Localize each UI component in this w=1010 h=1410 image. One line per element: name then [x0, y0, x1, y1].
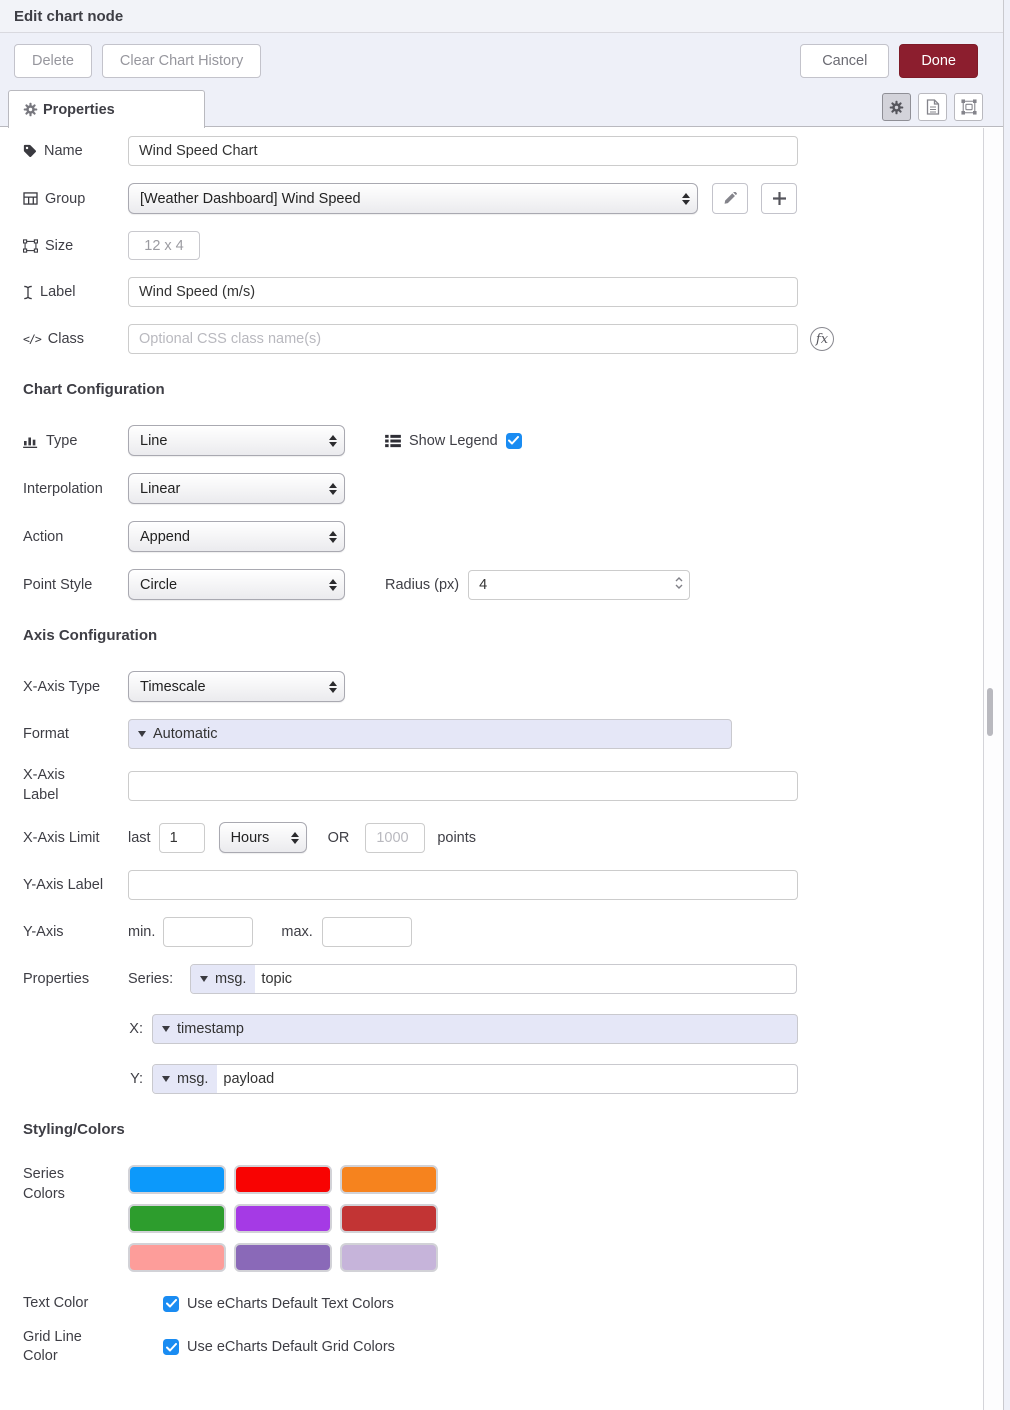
show-legend-label: Show Legend — [409, 432, 498, 449]
name-row — [23, 136, 983, 166]
clear-chart-history-button[interactable]: Clear Chart History — [102, 44, 261, 78]
x-axis-label-label: X-Axis Label — [23, 767, 65, 803]
point-style-label: Point Style — [23, 576, 93, 593]
points-label: points — [437, 829, 477, 846]
series-label: Series: — [128, 971, 174, 988]
interpolation-label: Interpolation — [23, 480, 103, 497]
series-colors-row — [23, 1165, 983, 1272]
x-axis-limit-label: X-Axis Limit — [23, 829, 100, 846]
x-axis-type-select[interactable] — [128, 671, 345, 702]
y-property-label: Y: — [130, 1071, 143, 1088]
dialog-title: Edit chart node — [14, 7, 124, 25]
chevron-down-icon — [162, 1076, 170, 1082]
properties-label: Properties — [23, 971, 90, 988]
text-color-row — [23, 1294, 983, 1314]
format-typedinput[interactable] — [128, 719, 732, 749]
action-label: Action — [23, 528, 64, 545]
last-label: last — [128, 829, 151, 846]
gear-icon — [23, 102, 38, 117]
y-min-input[interactable] — [163, 917, 253, 947]
fx-icon: fx — [810, 327, 834, 351]
type-label: Type — [46, 432, 78, 449]
size-label: Size — [45, 237, 74, 254]
tab-bar — [0, 88, 1010, 127]
select-arrows-icon — [329, 435, 337, 447]
x-property-label: X: — [129, 1021, 143, 1038]
bar-chart-icon — [23, 434, 39, 448]
min-label: min. — [128, 924, 156, 941]
label-input[interactable] — [128, 277, 798, 307]
size-row — [23, 231, 983, 260]
plus-icon — [773, 192, 786, 205]
group-label: Group — [45, 190, 86, 207]
y-property-row — [23, 1064, 983, 1094]
type-select-value: Line — [140, 432, 168, 449]
x-property-row — [23, 1014, 983, 1044]
edit-group-button[interactable] — [712, 183, 748, 214]
x-axis-type-label: X-Axis Type — [23, 678, 101, 695]
grid-color-checkbox-label: Use eCharts Default Grid Colors — [187, 1339, 395, 1356]
type-row — [23, 425, 983, 456]
size-button[interactable]: 12 x 4 — [128, 231, 200, 260]
type-select[interactable] — [128, 425, 345, 456]
limit-last-input[interactable] — [159, 823, 205, 853]
table-icon — [23, 192, 38, 205]
styling-colors-heading: Styling/Colors — [23, 1121, 125, 1139]
y-axis-label-input[interactable] — [128, 870, 798, 900]
radius-label: Radius (px) — [385, 576, 460, 593]
x-typedinput[interactable] — [152, 1014, 798, 1044]
delete-button[interactable]: Delete — [14, 44, 92, 78]
x-axis-label-row — [23, 766, 983, 805]
series-property-row — [23, 964, 983, 994]
show-legend-checkbox[interactable] — [506, 433, 522, 449]
series-colors-label: Series Colors — [23, 1166, 65, 1202]
class-row — [23, 324, 983, 354]
point-style-row — [23, 569, 983, 600]
name-label: Name — [44, 143, 83, 159]
select-arrows-icon — [329, 579, 337, 591]
grid-color-checkbox[interactable] — [163, 1339, 179, 1355]
tab-properties-label: Properties — [43, 101, 115, 118]
label-label: Label — [40, 284, 76, 300]
format-row — [23, 719, 983, 749]
color-swatch[interactable] — [234, 1243, 332, 1272]
object-group-icon — [23, 239, 38, 253]
select-arrows-icon — [329, 681, 337, 693]
interpolation-row — [23, 473, 983, 504]
series-type: msg. — [215, 971, 247, 988]
radius-input[interactable] — [468, 570, 690, 600]
limit-unit-value: Hours — [230, 829, 270, 846]
y-axis-label: Y-Axis — [23, 924, 64, 941]
scrollbar-track[interactable] — [983, 128, 1003, 1410]
cancel-button[interactable]: Cancel — [800, 44, 889, 78]
class-label: Class — [47, 331, 85, 347]
color-swatch[interactable] — [128, 1204, 226, 1233]
tab-properties[interactable] — [8, 90, 205, 128]
add-group-button[interactable] — [761, 183, 797, 214]
description-view-button[interactable] — [918, 93, 947, 121]
color-swatch[interactable] — [340, 1204, 438, 1233]
y-axis-label-label: Y-Axis Label — [23, 877, 104, 894]
x-axis-limit-row — [23, 822, 983, 853]
window-edge — [1003, 0, 1010, 1410]
gear-icon — [889, 100, 904, 115]
y-axis-label-row — [23, 870, 983, 900]
x-property-type: timestamp — [177, 1021, 244, 1038]
grid-color-row — [23, 1328, 983, 1367]
y-axis-row — [23, 917, 983, 947]
group-select-value: [Weather Dashboard] Wind Speed — [140, 190, 361, 207]
scrollbar-thumb[interactable] — [987, 688, 993, 736]
done-button[interactable]: Done — [899, 44, 978, 78]
action-select[interactable] — [128, 521, 345, 552]
action-select-value: Append — [140, 528, 190, 545]
chevron-down-icon — [162, 1026, 170, 1032]
appearance-view-button[interactable] — [954, 93, 983, 121]
x-axis-label-input[interactable] — [128, 771, 798, 801]
max-label: max. — [281, 924, 313, 941]
select-arrows-icon — [329, 531, 337, 543]
group-row — [23, 183, 983, 214]
number-stepper-icon[interactable] — [675, 577, 683, 589]
text-color-label: Text Color — [23, 1295, 89, 1312]
select-arrows-icon — [291, 832, 299, 844]
dialog-button-bar — [0, 33, 1010, 88]
series-color-swatches — [128, 1165, 438, 1272]
color-swatch[interactable] — [340, 1165, 438, 1194]
limit-unit-select[interactable] — [219, 822, 307, 853]
name-input[interactable] — [128, 136, 798, 166]
point-style-select[interactable] — [128, 569, 345, 600]
color-swatch[interactable] — [234, 1165, 332, 1194]
action-row — [23, 521, 983, 552]
color-swatch[interactable] — [128, 1243, 226, 1272]
text-color-checkbox[interactable] — [163, 1296, 179, 1312]
or-label: OR — [327, 829, 350, 846]
select-arrows-icon — [682, 193, 690, 205]
series-typedinput[interactable] — [190, 964, 797, 994]
limit-points-input[interactable] — [365, 823, 425, 853]
node-appearance-icon — [961, 99, 977, 115]
chart-configuration-heading: Chart Configuration — [23, 381, 165, 398]
y-property-type: msg. — [177, 1071, 209, 1088]
text-color-checkbox-label: Use eCharts Default Text Colors — [187, 1295, 394, 1312]
interpolation-select[interactable] — [128, 473, 345, 504]
properties-form — [0, 127, 983, 1367]
x-axis-type-select-value: Timescale — [140, 678, 206, 695]
chevron-down-icon — [138, 731, 146, 737]
color-swatch[interactable] — [128, 1165, 226, 1194]
axis-configuration-heading: Axis Configuration — [23, 627, 158, 644]
dialog-header — [0, 0, 1010, 33]
grid-color-label: Grid Line Color — [23, 1328, 82, 1365]
interpolation-select-value: Linear — [140, 480, 181, 497]
color-swatch[interactable] — [234, 1204, 332, 1233]
i-cursor-icon — [23, 285, 33, 300]
x-axis-type-row — [23, 671, 983, 702]
y-typedinput[interactable] — [152, 1064, 798, 1094]
format-label: Format — [23, 726, 69, 742]
list-icon — [385, 434, 401, 448]
color-swatch[interactable] — [340, 1243, 438, 1272]
properties-view-button[interactable] — [882, 93, 911, 121]
document-icon — [926, 99, 940, 115]
series-value: topic — [261, 971, 293, 988]
select-arrows-icon — [329, 483, 337, 495]
y-max-input[interactable] — [322, 917, 412, 947]
chevron-down-icon — [200, 976, 208, 982]
tag-icon — [23, 144, 37, 158]
y-property-value: payload — [223, 1071, 275, 1088]
group-select[interactable] — [128, 183, 698, 214]
label-row — [23, 277, 983, 307]
class-input[interactable] — [128, 324, 798, 354]
code-icon: </> — [23, 332, 41, 346]
point-style-select-value: Circle — [140, 576, 178, 593]
format-value: Automatic — [153, 726, 218, 742]
pencil-icon — [723, 192, 737, 206]
